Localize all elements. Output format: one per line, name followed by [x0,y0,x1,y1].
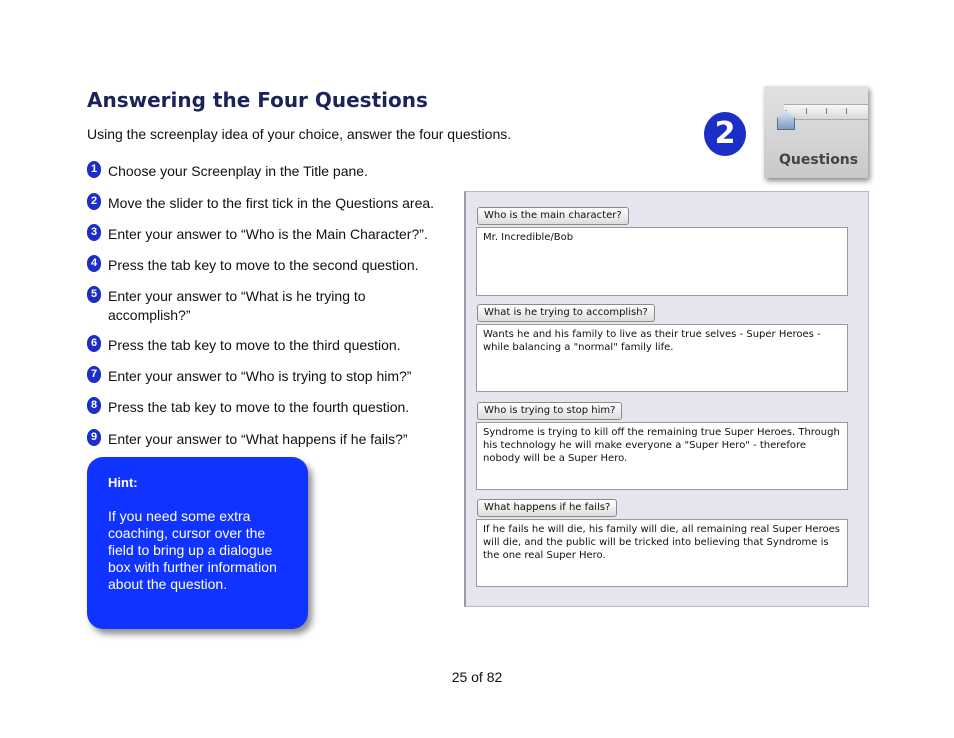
step-number-badge: 4 [87,255,101,272]
step-9 [87,430,457,449]
step-text: Press the tab key to move to the fourth question. [108,399,410,415]
page-title: Answering the Four Questions [87,88,428,112]
step-text: Enter your answer to “What happens if he fails?” [108,431,408,447]
step-8 [87,398,457,417]
answer-field-fails[interactable]: If he fails he will die, his family will die, all remaining real Super Heroes will die, and the public will be tricked into believing that Syndrome is the one real Super Hero. [476,519,848,587]
questions-icon-label: Questions [779,152,859,168]
question-label-fails[interactable]: What happens if he fails? [477,499,617,517]
step-number-badge: 3 [87,224,101,241]
answer-field-main-character[interactable]: Mr. Incredible/Bob [476,227,848,296]
questions-panel [464,191,869,607]
hint-box [87,457,308,629]
step-text: Press the tab key to move to the second question. [108,257,419,273]
question-label-stop-him[interactable]: Who is trying to stop him? [477,402,622,420]
step-number-badge: 9 [87,429,101,446]
step-7 [87,367,457,386]
step-number-badge: 2 [87,193,101,210]
section-number-badge: 2 [704,112,746,156]
step-number-badge: 1 [87,161,101,178]
step-number-badge: 8 [87,397,101,414]
step-number-badge: 7 [87,366,101,383]
step-text: Move the slider to the first tick in the Questions area. [108,195,435,211]
step-text: Press the tab key to move to the third question. [108,337,401,353]
step-1 [87,162,457,181]
step-number-badge: 6 [87,335,101,352]
question-label-accomplish[interactable]: What is he trying to accomplish? [477,304,655,322]
question-label-main-character[interactable]: Who is the main character? [477,207,629,225]
answer-field-stop-him[interactable]: Syndrome is trying to kill off the remaining true Super Heroes. Through his technology he will make everyone a "Super Hero" - therefore nobody will be a Super Hero. [476,422,848,490]
step-6 [87,336,457,355]
step-text: Enter your answer to “What is he trying to accomplish?” [108,288,366,323]
step-4 [87,256,457,275]
step-number-badge: 5 [87,286,101,303]
step-text: Choose your Screenplay in the Title pane. [108,163,368,179]
slider-tick [826,108,827,114]
page-number: 25 of 82 [451,669,503,685]
step-3 [87,225,457,244]
hint-body: If you need some extra coaching, cursor over the field to bring up a dialogue box with further information about the question. [108,508,277,592]
step-text: Enter your answer to “Who is trying to stop him?” [108,368,412,384]
slider-tick [846,108,847,114]
intro-text: Using the screenplay idea of your choice, answer the four questions. [87,126,512,142]
slider-tick [806,108,807,114]
step-5 [87,287,387,325]
answer-field-accomplish[interactable]: Wants he and his family to live as their true selves - Super Heroes - while balancing a "normal" family life. [476,324,848,392]
questions-slider-icon [764,86,868,178]
step-text: Enter your answer to “Who is the Main Character?”. [108,226,428,242]
hint-title: Hint: [108,475,138,490]
step-2 [87,194,457,213]
